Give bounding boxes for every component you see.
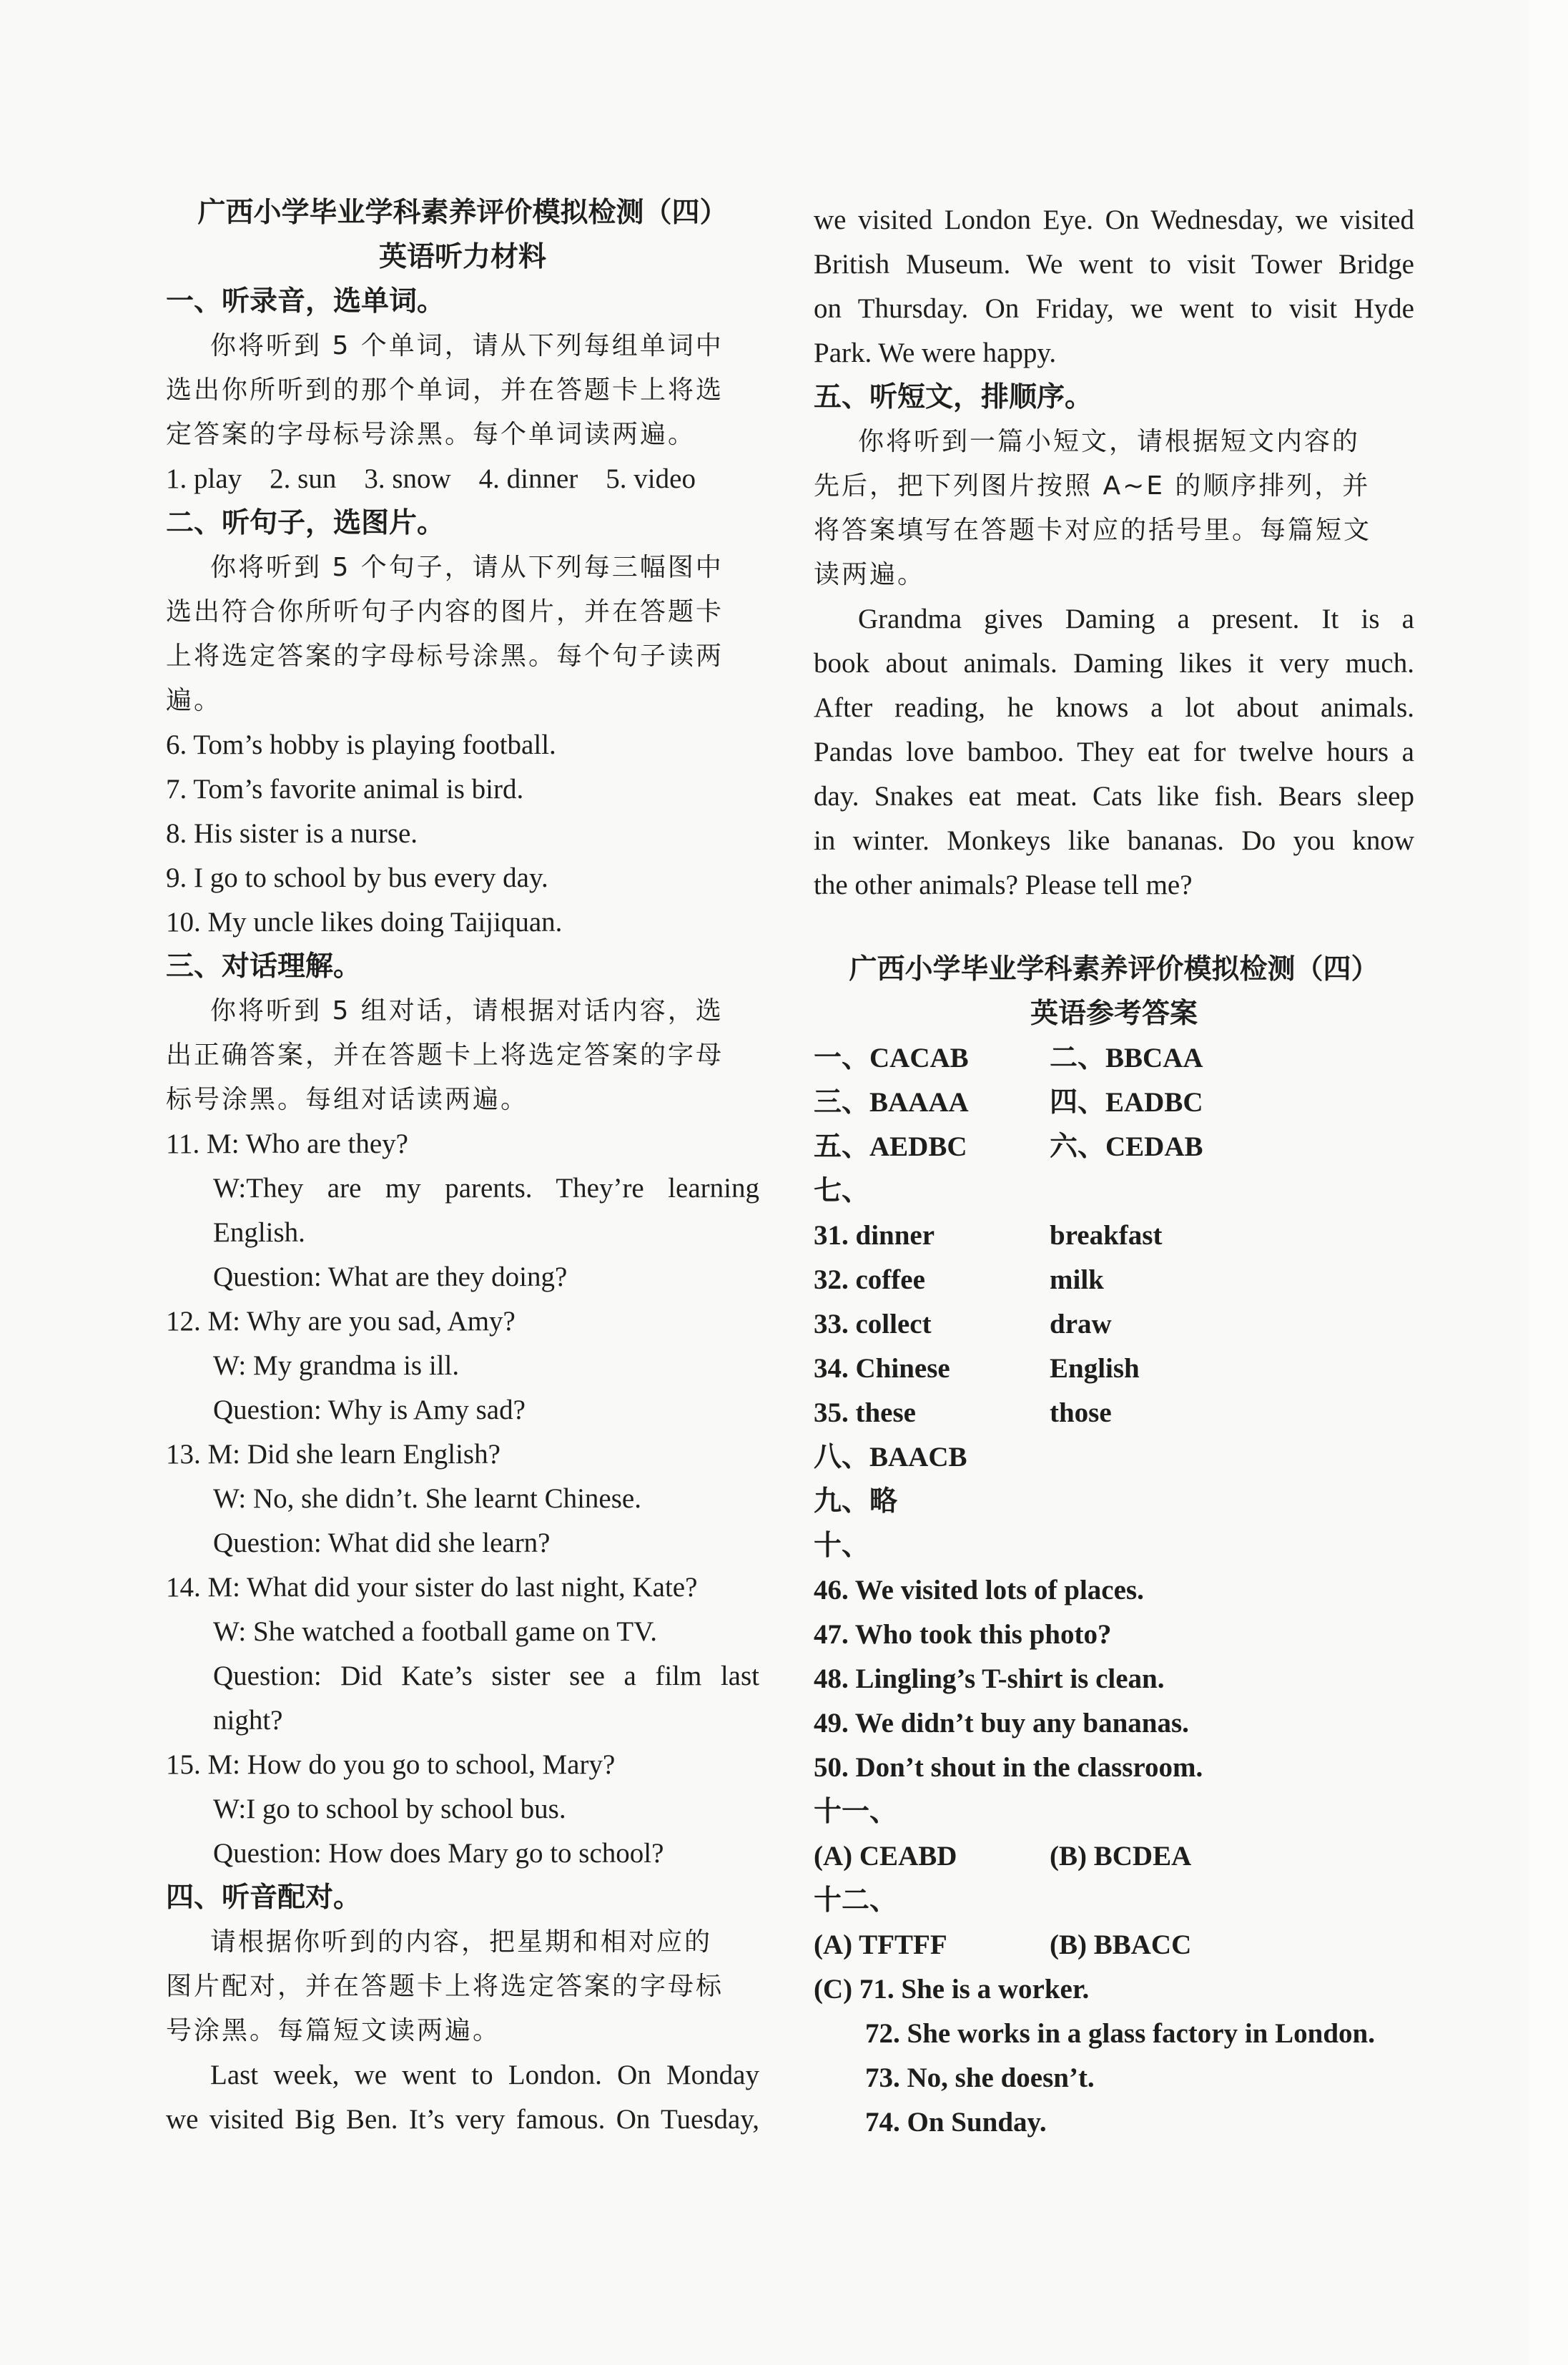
answer-row bbox=[814, 1525, 1414, 1568]
section4-passage-line: British Museum. We went to visit Tower Bridge bbox=[814, 249, 1414, 280]
section4-passage-line: Park. We were happy. bbox=[814, 338, 1057, 368]
answer-row bbox=[814, 1303, 1414, 1346]
section4-passage-line: we visited Big Ben. It’s very famous. On Tuesday, bbox=[166, 2104, 759, 2135]
section4-instruction: 号涂黑。每篇短文读两遍。 bbox=[166, 2016, 501, 2045]
section5-passage-line: Pandas love bamboo. They eat for twelve hours a bbox=[814, 737, 1414, 767]
section2-instruction: 遍。 bbox=[166, 686, 222, 715]
section2-heading: 二、听句子，选图片。 bbox=[166, 507, 445, 539]
dialogue-line: Question: What did she learn? bbox=[213, 1528, 551, 1558]
answer-row bbox=[814, 1791, 1414, 1834]
sentence-item: 8. His sister is a nurse. bbox=[166, 818, 418, 849]
section5-instruction: 将答案填写在答题卡对应的括号里。每篇短文 bbox=[814, 516, 1372, 545]
answer-row bbox=[814, 1835, 1414, 1878]
answer-cell: 十二、 bbox=[814, 1885, 898, 1916]
answer-cell: 八、BAACB bbox=[814, 1442, 967, 1472]
dialogue-line: W: My grandma is ill. bbox=[213, 1350, 460, 1381]
answer-cell: 四、EADBC bbox=[1050, 1087, 1203, 1118]
dialogue-line: W:They are my parents. They’re learning bbox=[213, 1173, 759, 1204]
answer-row bbox=[814, 1126, 1414, 1169]
section3-instruction: 你将听到 5 组对话，请根据对话内容，选 bbox=[210, 996, 724, 1026]
sentence-item: 6. Tom’s hobby is playing football. bbox=[166, 729, 556, 760]
section5-passage-line: Grandma gives Daming a present. It is a bbox=[858, 604, 1414, 634]
dialogue-line: W: No, she didn’t. She learnt Chinese. bbox=[213, 1483, 641, 1514]
answer-cell: 32. coffee bbox=[814, 1264, 925, 1295]
answer-row bbox=[814, 1658, 1414, 1701]
answer-cell: 34. Chinese bbox=[814, 1353, 950, 1384]
dialogue-line: 11. M: Who are they? bbox=[166, 1129, 408, 1159]
answer-row: 74. On Sunday. bbox=[865, 2107, 1047, 2138]
answer-row bbox=[814, 1170, 1414, 1213]
answer-row bbox=[814, 1746, 1414, 1789]
answer-row bbox=[814, 1879, 1414, 1922]
section5-passage-line: day. Snakes eat meat. Cats like fish. Bears sleep bbox=[814, 781, 1414, 812]
answer-row bbox=[814, 1569, 1414, 1612]
answer-row bbox=[814, 1613, 1414, 1656]
dialogue-line: Question: How does Mary go to school? bbox=[213, 1838, 664, 1869]
sentence-item: 9. I go to school by bus every day. bbox=[166, 862, 548, 893]
section5-heading: 五、听短文，排顺序。 bbox=[814, 381, 1093, 413]
answer-cell: 一、CACAB bbox=[814, 1043, 969, 1073]
section5-passage-line: the other animals? Please tell me? bbox=[814, 870, 1193, 900]
page-edge bbox=[1529, 0, 1568, 2365]
section3-instruction: 标号涂黑。每组对话读两遍。 bbox=[166, 1085, 529, 1114]
sentence-item: 7. Tom’s favorite animal is bird. bbox=[166, 774, 524, 805]
dialogue-line: 15. M: How do you go to school, Mary? bbox=[166, 1749, 616, 1780]
answer-row: 72. She works in a glass factory in London. bbox=[865, 2018, 1375, 2049]
section5-passage-line: After reading, he knows a lot about animals. bbox=[814, 692, 1414, 723]
dialogue-line: Question: What are they doing? bbox=[213, 1262, 568, 1292]
answer-row bbox=[814, 1037, 1414, 1080]
dialogue-line: W:I go to school by school bus. bbox=[213, 1794, 566, 1824]
section4-instruction: 请根据你听到的内容，把星期和相对应的 bbox=[210, 1927, 713, 1957]
answer-row bbox=[814, 1259, 1414, 1302]
answer-cell: 50. Don’t shout in the classroom. bbox=[814, 1752, 1203, 1783]
section5-passage-line: in winter. Monkeys like bananas. Do you know bbox=[814, 825, 1414, 856]
answer-cell: 46. We visited lots of places. bbox=[814, 1575, 1144, 1606]
dialogue-line: W: She watched a football game on TV. bbox=[213, 1616, 657, 1647]
section5-passage-line: book about animals. Daming likes it very much. bbox=[814, 648, 1414, 679]
answer-cell: draw bbox=[1050, 1309, 1112, 1339]
answer-row bbox=[814, 1924, 1414, 1967]
dialogue-line: Question: Did Kate’s sister see a film last bbox=[213, 1661, 759, 1691]
section2-instruction: 你将听到 5 个句子，请从下列每三幅图中 bbox=[210, 553, 724, 582]
answer-cell: those bbox=[1050, 1397, 1112, 1428]
answer-cell: 31. dinner bbox=[814, 1220, 935, 1251]
listening-title-line2: 英语听力材料 bbox=[378, 241, 546, 273]
section4-passage-line: we visited London Eye. On Wednesday, we visited bbox=[814, 205, 1414, 235]
answer-cell: 二、BBCAA bbox=[1050, 1043, 1203, 1073]
listening-title-line1: 广西小学毕业学科素养评价模拟检测（四） bbox=[197, 197, 728, 229]
answer-cell: (A) TFTFF bbox=[814, 1929, 947, 1960]
dialogue-line: 14. M: What did your sister do last night, Kate? bbox=[166, 1572, 698, 1603]
answer-row bbox=[814, 1436, 1414, 1479]
section4-passage-line: Last week, we went to London. On Monday bbox=[210, 2060, 759, 2090]
answer-cell: 十、 bbox=[814, 1530, 870, 1561]
answer-cell: 五、AEDBC bbox=[814, 1131, 967, 1162]
answer-cell: 49. We didn’t buy any bananas. bbox=[814, 1708, 1189, 1739]
section3-heading: 三、对话理解。 bbox=[166, 950, 362, 983]
answer-row: 73. No, she doesn’t. bbox=[865, 2062, 1095, 2093]
section1-instruction: 选出你所听到的那个单词，并在答题卡上将选 bbox=[166, 375, 724, 405]
section4-passage-line: on Thursday. On Friday, we went to visit Hyde bbox=[814, 293, 1414, 324]
answer-cell: (B) BBACC bbox=[1050, 1929, 1192, 1960]
section4-heading: 四、听音配对。 bbox=[166, 1882, 362, 1914]
answers-title-line2: 英语参考答案 bbox=[1030, 998, 1198, 1030]
section1-heading: 一、听录音，选单词。 bbox=[166, 285, 445, 318]
section3-instruction: 出正确答案，并在答题卡上将选定答案的字母 bbox=[166, 1041, 724, 1070]
dialogue-line: English. bbox=[213, 1217, 305, 1248]
answer-row bbox=[814, 1968, 1414, 2011]
dialogue-line: 13. M: Did she learn English? bbox=[166, 1439, 501, 1470]
answer-cell: (B) BCDEA bbox=[1050, 1841, 1192, 1872]
section1-words: 1. play 2. sun 3. snow 4. dinner 5. video bbox=[166, 463, 696, 494]
section2-instruction: 上将选定答案的字母标号涂黑。每个句子读两 bbox=[166, 641, 724, 671]
answer-cell: 35. these bbox=[814, 1397, 916, 1428]
answer-cell: 九、略 bbox=[814, 1486, 898, 1517]
answer-row bbox=[814, 1347, 1414, 1390]
answer-cell: English bbox=[1050, 1353, 1140, 1384]
answer-cell: 七、 bbox=[814, 1176, 870, 1206]
answer-cell: (A) CEABD bbox=[814, 1841, 957, 1872]
section2-instruction: 选出符合你所听句子内容的图片，并在答题卡 bbox=[166, 597, 724, 626]
answer-cell: 十一、 bbox=[814, 1796, 898, 1827]
answer-row bbox=[814, 1214, 1414, 1257]
answer-row bbox=[814, 1392, 1414, 1435]
dialogue-line: Question: Why is Amy sad? bbox=[213, 1395, 526, 1425]
section1-instruction: 你将听到 5 个单词，请从下列每组单词中 bbox=[210, 331, 724, 360]
answers-title-line1: 广西小学毕业学科素养评价模拟检测（四） bbox=[849, 953, 1379, 985]
answer-cell: (C) 71. She is a worker. bbox=[814, 1974, 1090, 2005]
answer-row bbox=[814, 1081, 1414, 1124]
answer-cell: breakfast bbox=[1050, 1220, 1163, 1251]
answer-cell: 47. Who took this photo? bbox=[814, 1619, 1112, 1650]
answer-cell: 六、CEDAB bbox=[1050, 1131, 1203, 1162]
section5-instruction: 你将听到一篇小短文，请根据短文内容的 bbox=[858, 427, 1361, 456]
answer-cell: 33. collect bbox=[814, 1309, 932, 1339]
answer-cell: 三、BAAAA bbox=[814, 1087, 969, 1118]
answer-row bbox=[814, 1702, 1414, 1745]
answer-cell: 48. Lingling’s T-shirt is clean. bbox=[814, 1663, 1165, 1694]
sentence-item: 10. My uncle likes doing Taijiquan. bbox=[166, 907, 563, 938]
section4-instruction: 图片配对，并在答题卡上将选定答案的字母标 bbox=[166, 1972, 724, 2001]
section5-instruction: 先后，把下列图片按照 A~E 的顺序排列，并 bbox=[814, 471, 1371, 501]
dialogue-line: night? bbox=[213, 1705, 283, 1736]
answer-row bbox=[814, 1480, 1414, 1523]
dialogue-line: 12. M: Why are you sad, Amy? bbox=[166, 1306, 516, 1337]
section5-instruction: 读两遍。 bbox=[814, 560, 926, 589]
section1-instruction: 定答案的字母标号涂黑。每个单词读两遍。 bbox=[166, 420, 696, 449]
answer-cell: milk bbox=[1050, 1264, 1104, 1295]
